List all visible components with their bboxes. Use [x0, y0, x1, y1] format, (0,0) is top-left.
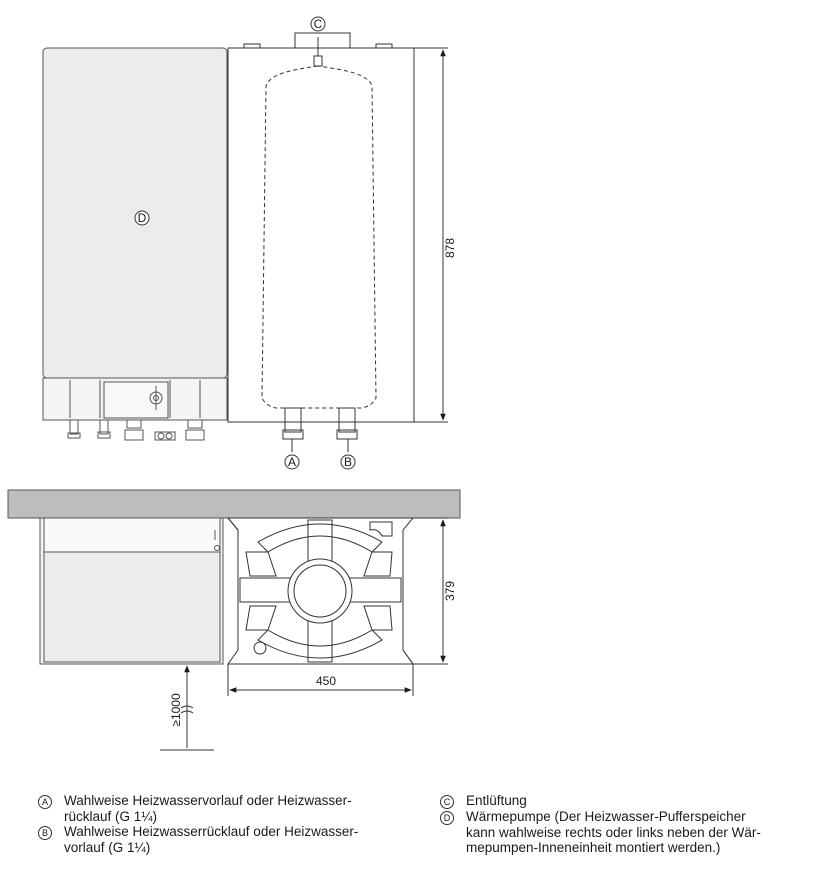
legend-text-d: Wärmepumpe (Der Heizwasser-Pufferspeicher kann wahlweise rechts oder links neben der Wär- mepumpen-Inneneinheit montiert werden.): [466, 809, 761, 855]
legend-badge-d: D: [440, 811, 454, 825]
legend-right: [440, 793, 835, 856]
svg-text:C: C: [313, 17, 323, 31]
legend-badge-c: C: [440, 795, 454, 809]
legend-item-a: [38, 793, 418, 824]
legend-left: [38, 793, 418, 855]
height-dimension: [414, 48, 448, 422]
legend-badge-b: B: [38, 826, 52, 840]
wall: [8, 490, 460, 518]
svg-text:D: D: [137, 211, 147, 225]
height-dimension-label: 878: [443, 237, 457, 259]
heat-pump-top: [40, 518, 223, 664]
heat-pump-front: [43, 48, 227, 440]
depth-dimension-label: 379: [443, 580, 457, 602]
marker-c: [311, 17, 325, 31]
legend-text-b: Wahlweise Heizwasserrücklauf oder Heizwasser- vorlauf (G 1¼): [64, 824, 359, 855]
marker-a: [285, 455, 299, 469]
marker-d: [135, 211, 149, 225]
legend-badge-a: A: [38, 795, 52, 809]
svg-text:B: B: [343, 455, 353, 469]
buffer-storage-top: [228, 518, 413, 664]
svg-text:A: A: [287, 455, 297, 469]
clearance-dimension-label: ≥1000: [169, 693, 183, 727]
buffer-storage-front: [228, 33, 414, 452]
legend-text-a: Wahlweise Heizwasservorlauf oder Heizwasser- rücklauf (G 1¼): [64, 793, 352, 824]
legend-item-d: [440, 809, 835, 856]
legend-item-c: [440, 793, 835, 809]
legend-item-b: [38, 824, 418, 855]
marker-b: [341, 455, 355, 469]
width-dimension-label: 450: [315, 674, 337, 688]
legend-text-c: Entlüftung: [466, 793, 527, 808]
